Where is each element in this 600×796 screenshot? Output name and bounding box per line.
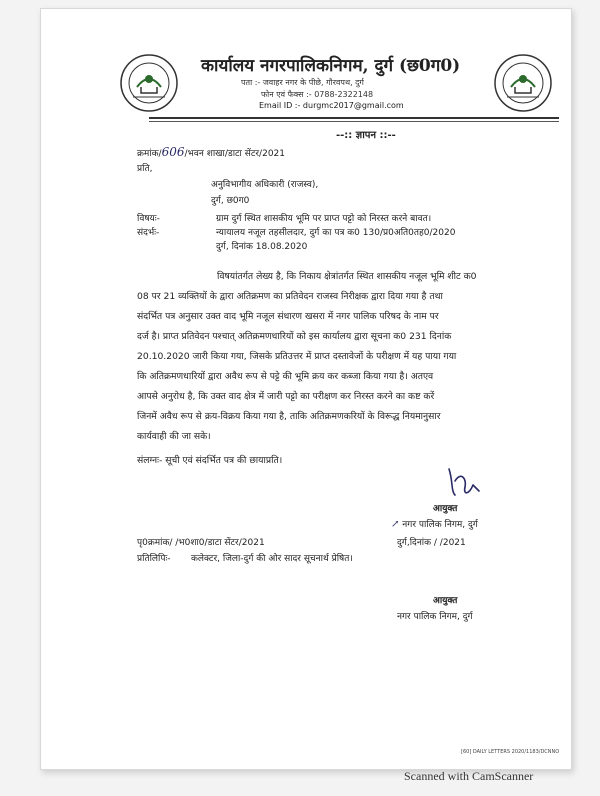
signatory-org-text: नगर पालिक निगम, दुर्ग	[402, 520, 478, 530]
body-line: संदर्भित पत्र अनुसार उक्त वाद भूमि नजूल संधारण खसरा में नगर पालिक परिषद के नाम पर	[137, 311, 439, 322]
ref-handwritten-number: 606	[161, 145, 185, 159]
reference-line-1: न्यायालय नजूल तहसीलदार, दुर्ग का पत्र क0 130/प्र0अति0तह0/2020	[216, 228, 456, 238]
office-address: पता :- जवाहर नगर के पीछे, गौरवपथ, दुर्ग	[241, 78, 364, 87]
body-line: विषयांतर्गत लेख्य है, कि निकाय क्षेत्रांतर्गत स्थित शासकीय नजूल भूमि शीट क0	[217, 271, 477, 282]
office-title: कार्यालय नगरपालिकनिगम, दुर्ग (छ0ग0)	[201, 56, 461, 76]
body-line: 08 पर 21 व्यक्तियों के द्वारा अतिक्रमण का प्रतिवेदन राजस्व निरीक्षक द्वारा दिया गया है तथा	[137, 291, 443, 302]
signatory-title: आयुक्त	[433, 504, 458, 514]
header-rule	[149, 117, 559, 119]
subject-label: विषयः-	[137, 214, 160, 224]
reference-label: संदर्भः-	[137, 228, 160, 238]
signature-date-line: दुर्ग,दिनांक / /2021	[397, 538, 466, 548]
header-rule-thin	[149, 121, 559, 122]
municipal-emblem-icon	[493, 53, 553, 113]
signatory-org	[391, 517, 478, 530]
body-line: दर्ज है। प्राप्त प्रतिवेदन पश्चात् अतिक्रमणधारियों को इस कार्यालय द्वारा सूचना क0 231 दिनांक	[137, 331, 452, 342]
initial-mark: ↗	[391, 519, 400, 530]
signature-mark-icon	[439, 461, 499, 501]
signatory-org-2: नगर पालिक निगम, दुर्ग	[397, 612, 473, 622]
print-footer: [60] DAILY LETTERS 2020/1183/DCNNO	[461, 749, 560, 755]
addressee-line-1: अनुविभागीय अधिकारी (राजस्व),	[211, 180, 319, 190]
office-phone: फोन एवं फैक्स :- 0788-2322148	[261, 90, 374, 99]
memo-reference	[137, 145, 285, 159]
body-line: कार्यवाही की जा सके।	[137, 431, 211, 442]
copy-text: कलेक्टर, जिला-दुर्ग की ओर सादर सूचनार्थ प्रेषित।	[191, 554, 353, 564]
signatory-title-2: आयुक्त	[433, 596, 458, 606]
body-line: कि अतिक्रमणधारियों द्वारा अवैध रूप से पट्टे की भूमि क्रय कर कब्जा किया गया है। अतएव	[137, 371, 434, 382]
copy-label: प्रतिलिपिः-	[137, 554, 171, 564]
reference-line-2: दुर्ग, दिनांक 18.08.2020	[216, 242, 308, 252]
ref-suffix: /भवन शाखा/डाटा सेंटर/2021	[184, 149, 285, 159]
body-line: 20.10.2020 जारी किया गया, जिसके प्रतिउत्तर में प्राप्त दस्तावेजों के परीक्षण में यह पाया गया	[137, 351, 457, 362]
body-line: जिनमें अवैध रूप से क्रय-विक्रय किया गया है, ताकि अतिक्रमणकरियों के विरूद्ध नियमानुसार	[137, 411, 441, 422]
municipal-emblem-icon	[119, 53, 179, 113]
subject-text: ग्राम दुर्ग स्थित शासकीय भूमि पर प्राप्त पट्टो को निरस्त करने बावत।	[216, 214, 432, 224]
prati-label: प्रति,	[137, 164, 153, 174]
camscanner-watermark: Scanned with CamScanner	[404, 769, 534, 783]
ref-prefix: क्रमांक/	[137, 149, 162, 159]
copy-reference: पृ0क्रमांक/ /भ0शा0/डाटा सेंटर/2021	[137, 538, 265, 548]
enclosure-note: संलग्नः- सूची एवं संदर्भित पत्र की छायाप्रति।	[137, 455, 283, 466]
letter-page	[40, 8, 572, 770]
office-email: Email ID :- durgmc2017@gmail.com	[259, 101, 404, 110]
memo-title: --:: ज्ञापन ::--	[336, 130, 396, 141]
body-line: आपसे अनुरोध है, कि उक्त वाद क्षेत्र में जारी पट्टो का परीक्षण कर निरस्त करने का कष्ट करें	[137, 391, 435, 402]
addressee-line-2: दुर्ग, छ0ग0	[211, 196, 250, 206]
